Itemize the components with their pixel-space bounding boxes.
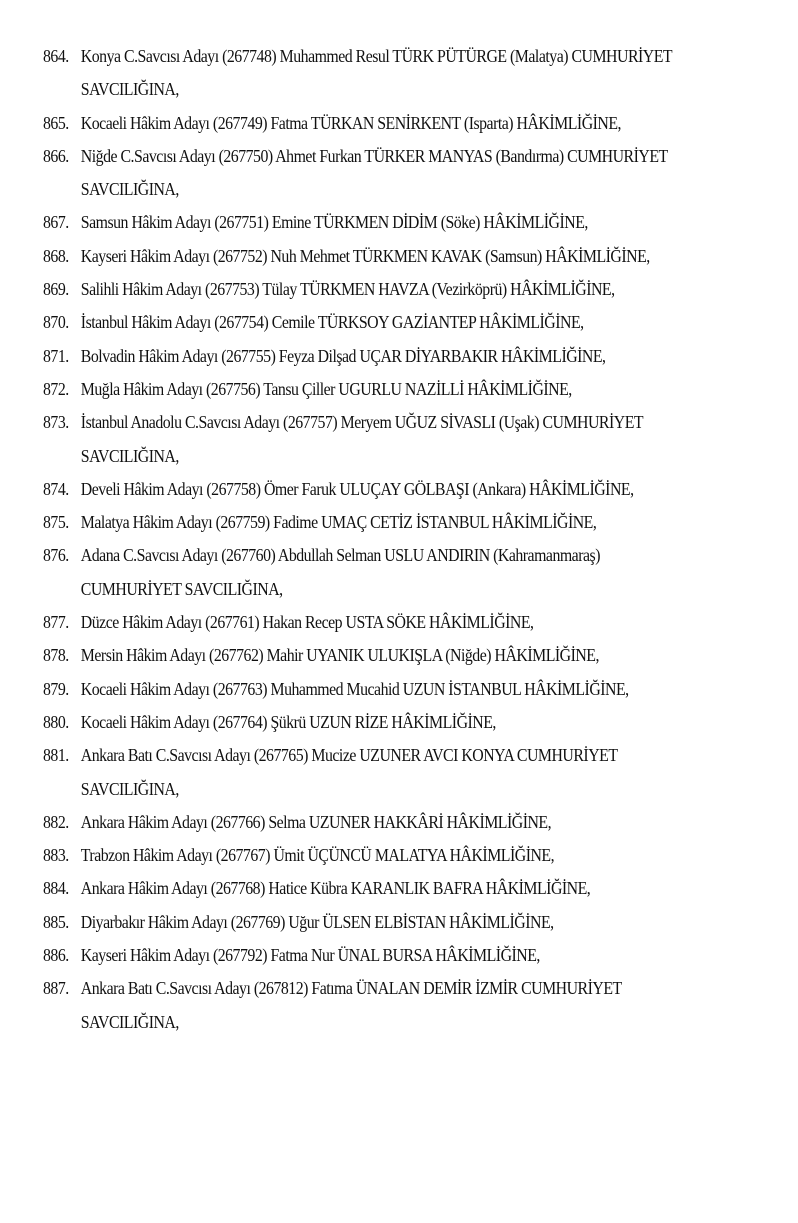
entry-continuation-line: SAVCILIĞINA, (80, 778, 179, 799)
list-item (43, 240, 763, 273)
entry-text (81, 639, 747, 672)
entry-text (81, 939, 747, 972)
entry-number: 875. (43, 512, 69, 533)
entry-number: 867. (43, 212, 69, 233)
entry-number: 883. (43, 845, 69, 866)
entry-continuation-line: SAVCILIĞINA, (80, 179, 179, 200)
entry-text (81, 706, 747, 739)
entry-line: Mersin Hâkim Adayı (267762) Mahir UYANIK ULUKIŞLA (Niğde) HÂKİMLİĞİNE, (80, 645, 599, 666)
entry-text (81, 140, 747, 207)
list-item (43, 406, 763, 473)
entry-number: 880. (43, 711, 69, 732)
list-item (43, 872, 763, 905)
entry-continuation-line: SAVCILIĞINA, (80, 79, 179, 100)
entry-continuation-line: SAVCILIĞINA, (80, 445, 179, 466)
list-item (43, 340, 763, 373)
entry-text (81, 373, 747, 406)
entry-text (81, 506, 747, 539)
entry-number: 876. (43, 545, 69, 566)
entry-text (81, 739, 747, 806)
entry-line: Kayseri Hâkim Adayı (267752) Nuh Mehmet TÜRKMEN KAVAK (Samsun) HÂKİMLİĞİNE, (80, 245, 650, 266)
entry-number: 877. (43, 612, 69, 633)
list-item (43, 673, 763, 706)
entry-text (81, 806, 747, 839)
entry-line: Bolvadin Hâkim Adayı (267755) Feyza Dilşad UÇAR DİYARBAKIR HÂKİMLİĞİNE, (80, 345, 606, 366)
entry-text (81, 406, 747, 473)
entry-number: 872. (43, 378, 69, 399)
entry-line: Ankara Hâkim Adayı (267768) Hatice Kübra KARANLIK BAFRA HÂKİMLİĞİNE, (80, 878, 591, 899)
entry-number: 870. (43, 312, 69, 333)
entry-text (81, 839, 747, 872)
entry-text (81, 473, 747, 506)
entry-number: 879. (43, 678, 69, 699)
entry-number: 882. (43, 811, 69, 832)
entry-line: Ankara Batı C.Savcısı Adayı (267812) Fatıma ÜNALAN DEMİR İZMİR CUMHURİYET (80, 978, 622, 999)
entry-number: 866. (43, 145, 69, 166)
entry-number: 874. (43, 478, 69, 499)
entry-text (81, 606, 747, 639)
list-item (43, 839, 763, 872)
list-item (43, 140, 763, 207)
entry-number: 865. (43, 112, 69, 133)
list-item (43, 306, 763, 339)
list-item (43, 706, 763, 739)
entry-number: 878. (43, 645, 69, 666)
list-item (43, 473, 763, 506)
entry-line: Düzce Hâkim Adayı (267761) Hakan Recep USTA SÖKE HÂKİMLİĞİNE, (80, 612, 534, 633)
list-item (43, 606, 763, 639)
entry-text (81, 206, 747, 239)
entry-continuation-line: SAVCILIĞINA, (80, 1011, 179, 1032)
entry-line: İstanbul Anadolu C.Savcısı Adayı (267757) Meryem UĞUZ SİVASLI (Uşak) CUMHURİYET (80, 412, 644, 433)
entry-line: Kayseri Hâkim Adayı (267792) Fatma Nur ÜNAL BURSA HÂKİMLİĞİNE, (80, 945, 540, 966)
entry-text (81, 972, 747, 1039)
entry-text (81, 673, 747, 706)
list-item (43, 806, 763, 839)
entry-number: 873. (43, 412, 69, 433)
entry-number: 885. (43, 911, 69, 932)
list-item (43, 939, 763, 972)
list-item (43, 506, 763, 539)
entry-line: Malatya Hâkim Adayı (267759) Fadime UMAÇ CETİZ İSTANBUL HÂKİMLİĞİNE, (80, 512, 597, 533)
entry-number: 881. (43, 745, 69, 766)
entry-text (81, 107, 747, 140)
entry-line: Kocaeli Hâkim Adayı (267749) Fatma TÜRKAN SENİRKENT (Isparta) HÂKİMLİĞİNE, (80, 112, 621, 133)
entry-line: Ankara Batı C.Savcısı Adayı (267765) Mucize UZUNER AVCI KONYA CUMHURİYET (80, 745, 618, 766)
entry-text (81, 906, 747, 939)
entry-line: Kocaeli Hâkim Adayı (267763) Muhammed Mucahid UZUN İSTANBUL HÂKİMLİĞİNE, (80, 678, 629, 699)
entry-text (81, 273, 747, 306)
entry-number: 871. (43, 345, 69, 366)
list-item (43, 972, 763, 1039)
entry-line: Diyarbakır Hâkim Adayı (267769) Uğur ÜLSEN ELBİSTAN HÂKİMLİĞİNE, (80, 911, 554, 932)
entry-line: Trabzon Hâkim Adayı (267767) Ümit ÜÇÜNCÜ MALATYA HÂKİMLİĞİNE, (80, 845, 555, 866)
list-item (43, 739, 763, 806)
entry-line: Muğla Hâkim Adayı (267756) Tansu Çiller UGURLU NAZİLLİ HÂKİMLİĞİNE, (80, 378, 572, 399)
entry-text (81, 539, 747, 606)
list-item (43, 639, 763, 672)
entry-number: 868. (43, 245, 69, 266)
list-item (43, 107, 763, 140)
entry-line: Ankara Hâkim Adayı (267766) Selma UZUNER HAKKÂRİ HÂKİMLİĞİNE, (80, 811, 552, 832)
entry-line: Salihli Hâkim Adayı (267753) Tülay TÜRKMEN HAVZA (Vezirköprü) HÂKİMLİĞİNE, (80, 279, 615, 300)
list-item (43, 40, 763, 107)
list-item (43, 206, 763, 239)
entry-number: 884. (43, 878, 69, 899)
list-item (43, 273, 763, 306)
entry-text (81, 306, 747, 339)
entry-line: Adana C.Savcısı Adayı (267760) Abdullah Selman USLU ANDIRIN (Kahramanmaraş) (80, 545, 600, 566)
entry-text (81, 240, 747, 273)
entry-line: Niğde C.Savcısı Adayı (267750) Ahmet Furkan TÜRKER MANYAS (Bandırma) CUMHURİYET (80, 145, 668, 166)
entry-line: İstanbul Hâkim Adayı (267754) Cemile TÜRKSOY GAZİANTEP HÂKİMLİĞİNE, (80, 312, 584, 333)
list-item (43, 539, 763, 606)
entry-text (81, 40, 747, 107)
entry-number: 864. (43, 46, 69, 66)
entry-number: 886. (43, 945, 69, 966)
entry-number: 887. (43, 978, 69, 999)
entry-line: Kocaeli Hâkim Adayı (267764) Şükrü UZUN RİZE HÂKİMLİĞİNE, (80, 711, 496, 732)
entry-text (81, 340, 747, 373)
list-item (43, 373, 763, 406)
entry-text (81, 872, 747, 905)
entry-line: Samsun Hâkim Adayı (267751) Emine TÜRKMEN DİDİM (Söke) HÂKİMLİĞİNE, (80, 212, 588, 233)
entry-number: 869. (43, 279, 69, 300)
entry-line: Develi Hâkim Adayı (267758) Ömer Faruk ULUÇAY GÖLBAŞI (Ankara) HÂKİMLİĞİNE, (80, 478, 634, 499)
entry-line: Konya C.Savcısı Adayı (267748) Muhammed Resul TÜRK PÜTÜRGE (Malatya) CUMHURİYET (80, 46, 673, 66)
list-item (43, 906, 763, 939)
entry-continuation-line: CUMHURİYET SAVCILIĞINA, (80, 578, 283, 599)
